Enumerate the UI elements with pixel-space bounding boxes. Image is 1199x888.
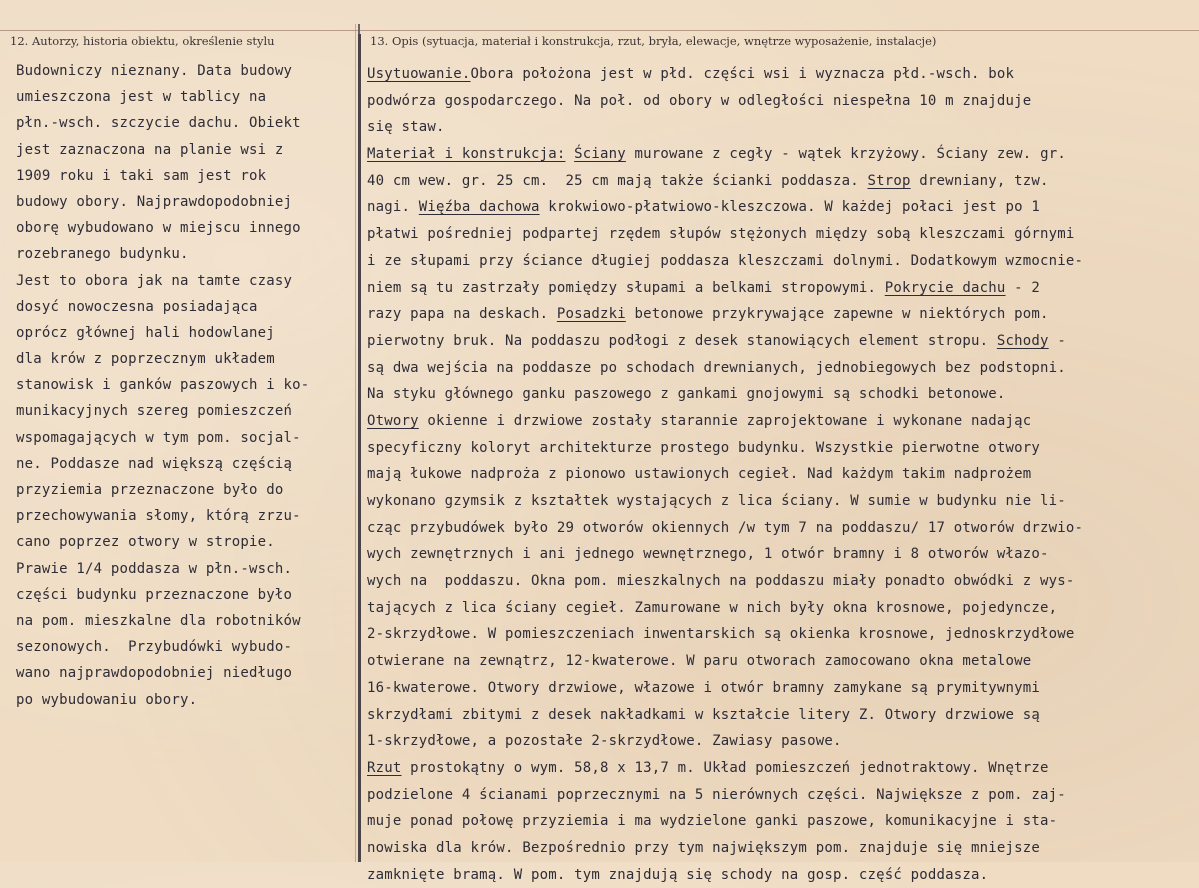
line-text-segment: krokwiowo-płatwiowo-kleszczowa. W każdej połaci jest po 1 <box>539 199 1041 216</box>
underlined-heading-text: Posadzki <box>556 306 626 323</box>
description-text-line <box>367 275 1197 302</box>
history-text-line: oborę wybudowano w miejscu innego <box>16 220 301 237</box>
description-text-line <box>367 141 1197 168</box>
description-text-line <box>367 621 1197 648</box>
underlined-heading-text: Strop <box>867 172 911 189</box>
line-text-segment: są dwa wejścia na poddasze po schodach drewnianych, jednobiegowych bez podstopni. <box>367 359 1066 376</box>
underlined-heading-text: Schody <box>996 332 1049 349</box>
description-text-line <box>367 301 1197 328</box>
line-text-segment: - <box>1048 332 1066 349</box>
history-text-line: rozebranego budynku. <box>16 246 189 263</box>
description-text-line <box>367 541 1197 568</box>
underlined-heading-text: Otwory <box>367 412 419 429</box>
history-text-line: po wybudowaniu obory. <box>16 691 198 708</box>
line-text-segment: okienne i drzwiowe zostały starannie zaprojektowane i wykonane nadając <box>418 412 1032 429</box>
line-text-segment: podwórza gospodarczego. Na poł. od obory w odległości niespełna 10 m znajduje <box>367 92 1032 109</box>
history-text-line: umieszczona jest w tablicy na <box>16 89 267 106</box>
line-text-segment: - 2 <box>1005 279 1041 296</box>
line-text-segment: nowiska dla krów. Bezpośrednio przy tym największym pom. znajduje się mniejsze <box>367 839 1041 856</box>
line-text-segment: 16-kwaterowe. Otwory drzwiowe, włazowe i otwór bramny zamykane są prymitywnymi <box>367 679 1041 696</box>
history-text-line: wspomagających w tym pom. socjal- <box>16 429 301 446</box>
history-text-line: cano poprzez otwory w stropie. <box>16 534 275 551</box>
line-text-segment: specyficzny koloryt architekturze prostego budynku. Wszystkie pierwotne otwory <box>367 439 1041 456</box>
line-text-segment: Na styku głównego ganku paszowego z gankami gnojowymi są schodki betonowe. <box>367 386 1006 403</box>
section-12-heading: 12. Autorzy, historia obiektu, określenie stylu <box>10 34 275 48</box>
line-text-segment: razy papa na deskach. <box>367 306 557 323</box>
underlined-heading-text: Usytuowanie. <box>367 66 471 82</box>
history-text-line: płn.-wsch. szczycie dachu. Obiekt <box>16 115 301 132</box>
history-text-line: Prawie 1/4 poddasza w płn.-wsch. <box>16 560 293 577</box>
description-text-line <box>367 248 1197 275</box>
history-text-line: stanowisk i ganków paszowych i ko- <box>16 377 310 394</box>
line-text-segment: prostokątny o wym. 58,8 x 13,7 m. Układ pomieszczeń jednotraktowy. Wnętrze <box>401 759 1049 776</box>
underlined-heading-text: Więźba dachowa <box>418 199 540 216</box>
description-text-line <box>367 461 1197 488</box>
line-text-segment: muje ponad połowę przyziemia i ma wydzielone ganki paszowe, komunikacyjne i sta- <box>367 813 1058 830</box>
line-text-segment: wykonano gzymsik z kształtek wystających z lica ściany. W sumie w budynku nie li- <box>367 493 1066 509</box>
history-text-line: oprócz głównej hali hodowlanej <box>16 324 275 341</box>
history-text-line: przyziemia przeznaczone było do <box>16 482 284 498</box>
line-text-segment: otwierane na zewnątrz, 12-kwaterowe. W paru otworach zamocowano okna metalowe <box>367 653 1032 670</box>
line-text-segment: betonowe przykrywające zapewne w niektórych pom. <box>625 306 1049 323</box>
line-text-segment: 40 cm wew. gr. 25 cm. 25 cm mają także ścianki poddasza. <box>367 172 868 189</box>
underlined-heading-text: Rzut <box>367 759 402 776</box>
history-text-column <box>16 58 356 713</box>
description-text-line <box>367 488 1197 515</box>
line-text-segment: cząc przybudówek było 29 otworów okiennych /w tym 7 na poddaszu/ 17 otworów drzwio- <box>367 519 1084 536</box>
description-text-line <box>367 808 1197 835</box>
underlined-heading-text: Pokrycie dachu <box>884 279 1006 296</box>
line-text-segment: murowane z cegły - wątek krzyżowy. Ściany zew. gr. <box>625 146 1066 163</box>
description-text-line <box>367 755 1197 782</box>
history-text-line: Jest to obora jak na tamte czasy <box>16 272 293 289</box>
line-text-segment: niem są tu zastrzały pomiędzy słupami a belkami stropowymi. <box>367 279 885 296</box>
line-text-segment: zamknięte bramą. W pom. tym znajdują się schody na gosp. część poddasza. <box>367 866 989 883</box>
top-rule <box>0 30 1199 31</box>
description-text-line <box>367 381 1197 408</box>
description-text-line <box>367 435 1197 462</box>
history-text-line: części budynku przeznaczone było <box>16 586 293 603</box>
description-text-line <box>367 568 1197 595</box>
description-text-line <box>367 675 1197 702</box>
description-text-line <box>367 88 1197 115</box>
description-text-line <box>367 648 1197 675</box>
description-text-line <box>367 221 1197 248</box>
line-text-segment: drewniany, tzw. <box>910 172 1049 189</box>
description-text-line <box>367 61 1197 88</box>
history-text-line: Budowniczy nieznany. Data budowy <box>16 63 293 79</box>
description-text-line <box>367 114 1197 141</box>
description-text-line <box>367 782 1197 809</box>
history-text-line: przechowywania słomy, którą zrzu- <box>16 508 301 525</box>
history-text-line: budowy obory. Najprawdopodobniej <box>16 193 293 210</box>
line-text-segment: płatwi pośredniej podpartej rzędem słupów stężonych między sobą kleszczami górnymi <box>367 226 1075 243</box>
line-text-segment: podzielone 4 ścianami poprzecznymi na 5 nierównych części. Największe z pom. zaj- <box>367 786 1066 803</box>
description-text-line <box>367 328 1197 355</box>
column-divider <box>358 34 361 862</box>
line-text-segment: 2-skrzydłowe. W pomieszczeniach inwentarskich są okienka krosnowe, jednoskrzydłowe <box>367 626 1075 643</box>
line-text-segment: nagi. <box>367 199 419 216</box>
description-text-line <box>367 835 1197 862</box>
history-text-line: 1909 roku i taki sam jest rok <box>16 167 267 184</box>
description-text-line <box>367 355 1197 382</box>
line-text-segment: się staw. <box>367 119 445 136</box>
description-text-line <box>367 702 1197 729</box>
line-text-segment: tających z lica ściany cegieł. Zamurowane w nich były okna krosnowe, pojedyncze, <box>367 599 1058 616</box>
description-text-line <box>367 862 1197 888</box>
description-text-line <box>367 515 1197 542</box>
history-text-line: dosyć nowoczesna posiadająca <box>16 298 258 315</box>
line-text-segment: i ze słupami przy ściance długiej poddasza kleszczami dolnymi. Dodatkowym wzmocnie- <box>367 252 1084 269</box>
description-text-line <box>367 194 1197 221</box>
line-text-segment: 1-skrzydłowe, a pozostałe 2-skrzydłowe. Zawiasy pasowe. <box>367 733 842 750</box>
underlined-heading-text: Ściany <box>574 146 626 163</box>
history-text-line: na pom. mieszkalne dla robotników <box>16 612 301 629</box>
history-text-line: wano najprawdopodobniej niedługo <box>16 665 293 682</box>
underlined-heading-text: Materiał i konstrukcja: <box>367 146 566 163</box>
history-text-line: ne. Poddasze nad większą częścią <box>16 455 293 472</box>
line-text-segment: pierwotny bruk. Na poddaszu podłogi z desek stanowiących element stropu. <box>367 332 997 349</box>
description-text-line <box>367 408 1197 435</box>
description-text-line <box>367 728 1197 755</box>
line-text-segment <box>565 146 574 162</box>
line-text-segment: Obora położona jest w płd. części wsi i wyznacza płd.-wsch. bok <box>470 66 1015 82</box>
description-text-line <box>367 595 1197 622</box>
history-text-line: jest zaznaczona na planie wsi z <box>16 141 284 158</box>
history-text-line: sezonowych. Przybudówki wybudo- <box>16 639 293 656</box>
description-text-line <box>367 168 1197 195</box>
description-text-column <box>367 61 1197 888</box>
line-text-segment: wych na poddaszu. Okna pom. mieszkalnych na poddaszu miały ponadto obwódki z wys- <box>367 573 1075 590</box>
line-text-segment: skrzydłami zbitymi z desek nakładkami w kształcie litery Z. Otwory drzwiowe są <box>367 706 1041 723</box>
line-text-segment: mają łukowe nadproża z pionowo ustawionych cegieł. Nad każdym takim nadprożem <box>367 466 1032 483</box>
history-text-line: munikacyjnych szereg pomieszczeń <box>16 403 293 420</box>
section-13-heading: 13. Opis (sytuacja, materiał i konstrukcja, rzut, bryła, elewacje, wnętrze wyposażenie, instalacje) <box>370 34 937 48</box>
history-text-line: dla krów z poprzecznym układem <box>16 351 275 368</box>
line-text-segment: wych zewnętrznych i ani jednego wewnętrznego, 1 otwór bramny i 8 otworów włazo- <box>367 546 1049 563</box>
